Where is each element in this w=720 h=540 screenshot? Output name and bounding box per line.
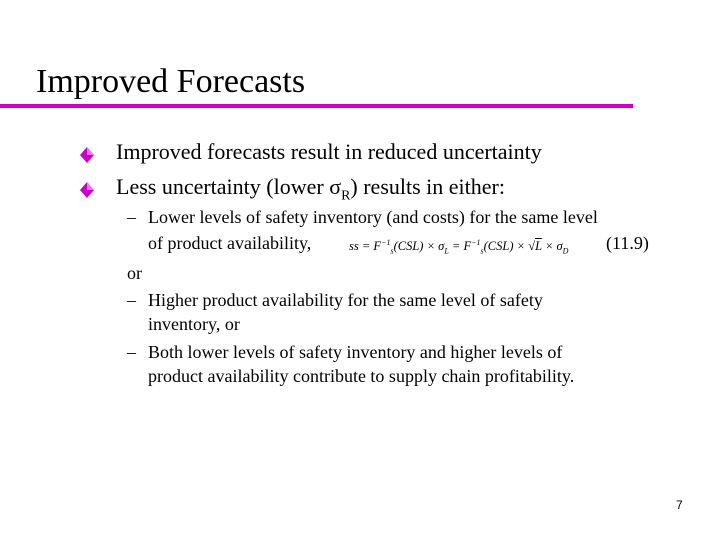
sigma-subscript: R: [341, 188, 351, 204]
formula-sub: s: [390, 246, 394, 256]
formula-sigma-sub-2: D: [562, 246, 569, 256]
diamond-bullet-icon: [80, 178, 94, 194]
diamond-bullet-shape: [80, 147, 94, 163]
formula-sigma-2: σ: [556, 239, 563, 254]
formula-f: F: [373, 239, 382, 254]
sub-bullet-2-line-1: Higher product availability for the same level of safety: [148, 290, 543, 310]
formula-sqrt: √: [528, 239, 536, 254]
bullet-1: [116, 139, 542, 165]
formula-times-2: ×: [513, 239, 529, 254]
or-text: or: [127, 263, 142, 283]
formula-sup: −1: [381, 238, 391, 247]
formula-arg: (CSL): [393, 239, 424, 254]
sub-bullet-1-dash: –: [127, 207, 136, 227]
sub-bullet-2-line-2: inventory, or: [148, 314, 240, 334]
page-title: Improved Forecasts: [36, 63, 306, 100]
bullet-2-text-before: Less uncertainty (lower: [116, 174, 330, 199]
sub-bullet-3-line-2: product availability contribute to supply chain profitability.: [148, 366, 575, 386]
formula-sigma-sub: L: [444, 246, 449, 256]
title-underline: [0, 104, 633, 108]
bullet-1-text: Improved forecasts result in reduced uncertainty: [116, 139, 542, 164]
formula-lhs: ss: [349, 239, 359, 254]
diamond-bullet-icon: [80, 143, 94, 159]
sub-bullet-2-dash: –: [127, 290, 136, 310]
formula-arg-2: (CSL): [483, 239, 514, 254]
sub-bullet-1-line-2: of product availability,: [148, 233, 312, 253]
formula-equals-2: =: [448, 239, 464, 254]
sigma-symbol: σ: [329, 174, 342, 199]
sub-bullet-3-line-1: Both lower levels of safety inventory and higher levels of: [148, 342, 563, 362]
formula-times-3: ×: [541, 239, 557, 254]
formula-sup-2: −1: [471, 238, 481, 247]
sub-bullet-1-line-1: Lower levels of safety inventory (and costs) for the same level: [148, 207, 598, 227]
safety-inventory-formula: [349, 231, 568, 255]
formula-sub-2: s: [480, 246, 484, 256]
formula-sqrt-arg: L: [535, 239, 542, 254]
diamond-bullet-shape: [80, 182, 94, 198]
bullet-2-text-after: ) results in either:: [350, 174, 505, 199]
page-number: 7: [676, 498, 683, 512]
formula-f-2: F: [463, 239, 472, 254]
bullet-2: [116, 174, 505, 209]
formula-times: ×: [423, 239, 439, 254]
formula-equals: =: [358, 239, 374, 254]
formula-sigma: σ: [438, 239, 445, 254]
equation-number: (11.9): [606, 233, 649, 253]
sub-bullet-3-dash: –: [127, 342, 136, 362]
